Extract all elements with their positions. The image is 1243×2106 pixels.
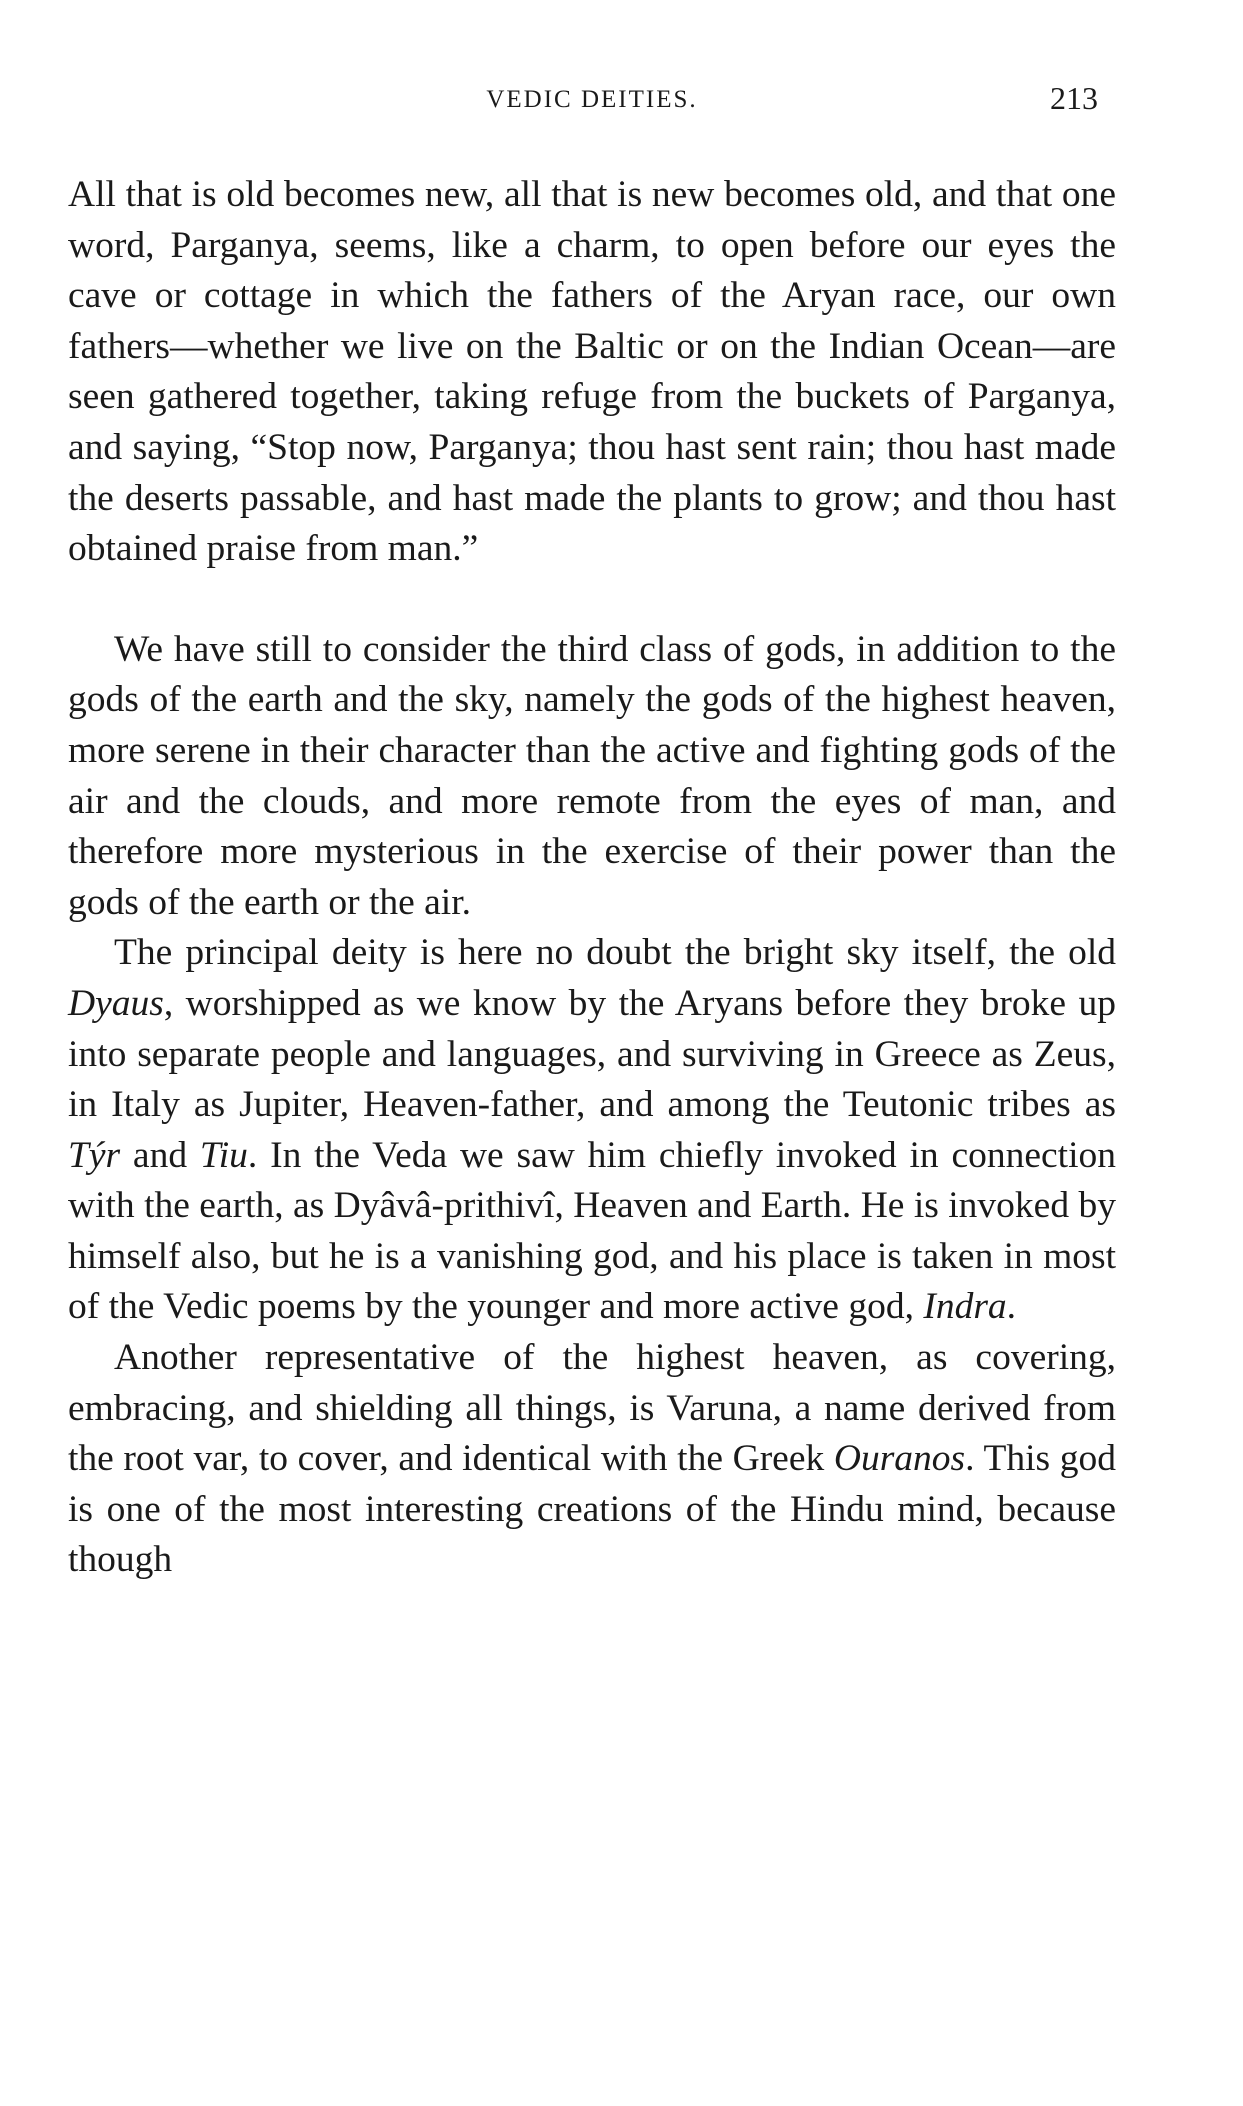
running-head	[68, 80, 1116, 120]
italic-term: Ouranos	[833, 1438, 966, 1480]
italic-term: Dyaus	[68, 982, 164, 1024]
italic-term: Indra	[923, 1286, 1007, 1328]
book-page	[68, 0, 1116, 2106]
italic-term: Týr	[68, 1134, 121, 1176]
paragraph: All that is old becomes new, all that is new becomes old, and that one word, Parganya, seems, like a charm, to open before our eyes the cave or cottage in which the fathers of the Aryan race, our own fathers—whether we live on the Baltic or on the Indian Ocean—are seen gathered together, taking refuge from the buckets of Parganya, and saying, “Stop now, Parganya; thou hast sent rain; thou hast made the deserts passable, and hast made the plants to grow; and thou hast obtained praise from man.”	[68, 174, 1116, 570]
paragraph: Another representative of the highest heaven, as covering, embracing, and shielding all things, is Varuna, a name derived from the root var, to cover, and identical with the Greek Ouranos. This god is one of the most interesting creations of the Hindu mind, because though	[68, 1337, 1116, 1581]
body-text	[68, 170, 1116, 1586]
running-title: VEDIC DEITIES.	[486, 86, 698, 113]
page-number: 213	[1050, 80, 1098, 116]
paragraph: We have still to consider the third class of gods, in addition to the gods of the earth and the sky, namely the gods of the highest heaven, more serene in their character than the active and fighting gods of the air and the clouds, and more remote from the eyes of man, and therefore more mysterious in the exercise of their power than the gods of the earth or the air.	[68, 628, 1116, 923]
paragraph: The principal deity is here no doubt the bright sky itself, the old Dyaus, worshipped as we know by the Aryans before they broke up into separate people and languages, and surviving in Greece as Zeus, in Italy as Jupiter, Heaven-father, and among the Teutonic tribes as Týr and Tiu. In the Veda we saw him chiefly invoked in connection with the earth, as Dyâvâ-prithivî, Heaven and Earth. He is invoked by himself also, but he is a vanishing god, and his place is taken in most of the Vedic poems by the younger and more active god, Indra.	[68, 932, 1116, 1328]
italic-term: Tiu	[199, 1134, 248, 1176]
